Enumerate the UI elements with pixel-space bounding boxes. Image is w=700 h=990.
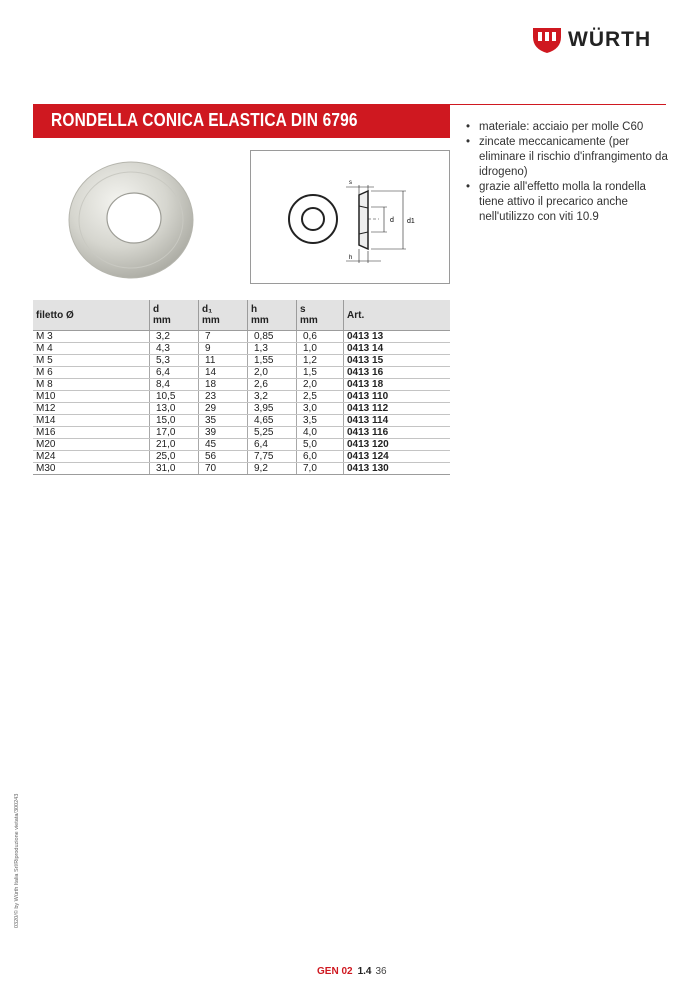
- cell-h: 4,65: [248, 415, 297, 427]
- cell-s: 7,0: [297, 463, 344, 475]
- cell-h: 2,6: [248, 379, 297, 391]
- cell-art: 0413 14: [344, 343, 451, 355]
- cell-s: 2,5: [297, 391, 344, 403]
- table-row: [33, 391, 450, 403]
- cell-s: 3,5: [297, 415, 344, 427]
- cell-thread: M10: [33, 391, 150, 403]
- cell-s: 1,5: [297, 367, 344, 379]
- cell-d: 21,0: [150, 439, 199, 451]
- cell-s: 1,2: [297, 355, 344, 367]
- table-row: [33, 343, 450, 355]
- cell-d: 13,0: [150, 403, 199, 415]
- footer-section: 1.4: [357, 966, 372, 977]
- wurth-logo-icon: [532, 26, 562, 54]
- cell-d1: 11: [199, 355, 248, 367]
- dim-s-label: s: [349, 180, 352, 186]
- cell-d: 6,4: [150, 367, 199, 379]
- cell-s: 4,0: [297, 427, 344, 439]
- title-band: [33, 104, 450, 138]
- cell-d1: 45: [199, 439, 248, 451]
- table-row: [33, 415, 450, 427]
- wurth-logo: [532, 26, 651, 54]
- col-header-thread: filetto Ø: [33, 300, 150, 331]
- copyright-note: 0320/© by Würth Italia Srl/Riproduzione vietata/300243: [14, 793, 20, 928]
- cell-d: 4,3: [150, 343, 199, 355]
- spec-table: [33, 300, 450, 475]
- cell-art: 0413 16: [344, 367, 451, 379]
- cell-s: 3,0: [297, 403, 344, 415]
- table-row: [33, 427, 450, 439]
- cell-s: 2,0: [297, 379, 344, 391]
- cell-thread: M30: [33, 463, 150, 475]
- cell-art: 0413 112: [344, 403, 451, 415]
- cell-h: 3,2: [248, 391, 297, 403]
- table-row: [33, 379, 450, 391]
- cell-h: 3,95: [248, 403, 297, 415]
- cell-art: 0413 124: [344, 451, 451, 463]
- cell-d: 31,0: [150, 463, 199, 475]
- col-header-s: s mm: [297, 300, 344, 331]
- cell-d: 25,0: [150, 451, 199, 463]
- cell-art: 0413 15: [344, 355, 451, 367]
- cell-art: 0413 120: [344, 439, 451, 451]
- cell-art: 0413 110: [344, 391, 451, 403]
- cell-thread: M 8: [33, 379, 150, 391]
- dim-d-label: d: [390, 217, 394, 224]
- product-title: RONDELLA CONICA ELASTICA DIN 6796: [51, 110, 358, 130]
- cell-h: 9,2: [248, 463, 297, 475]
- cell-h: 6,4: [248, 439, 297, 451]
- col-header-d: d mm: [150, 300, 199, 331]
- feature-list: [466, 120, 671, 225]
- cell-d1: 7: [199, 331, 248, 343]
- cell-thread: M16: [33, 427, 150, 439]
- cell-d1: 56: [199, 451, 248, 463]
- feature-item: • grazie all'effetto molla la rondella tiene attivo il precarico anche nell'utilizzo con viti 10.9: [466, 180, 671, 225]
- cell-thread: M 3: [33, 331, 150, 343]
- cell-d1: 39: [199, 427, 248, 439]
- cell-s: 0,6: [297, 331, 344, 343]
- table-header-row: [33, 300, 450, 331]
- cell-art: 0413 13: [344, 331, 451, 343]
- cell-thread: M 6: [33, 367, 150, 379]
- cell-d: 5,3: [150, 355, 199, 367]
- cell-d1: 23: [199, 391, 248, 403]
- page-footer: [317, 966, 387, 977]
- drawing-svg: [251, 151, 449, 283]
- feature-item: • materiale: acciaio per molle C60: [466, 120, 671, 135]
- table-row: [33, 463, 450, 475]
- cell-h: 1,55: [248, 355, 297, 367]
- table-row: [33, 367, 450, 379]
- cell-d1: 70: [199, 463, 248, 475]
- cell-art: 0413 130: [344, 463, 451, 475]
- dim-h-label: h: [349, 255, 353, 261]
- cell-d: 15,0: [150, 415, 199, 427]
- col-header-d1: d₁ mm: [199, 300, 248, 331]
- cell-d: 3,2: [150, 331, 199, 343]
- cell-art: 0413 114: [344, 415, 451, 427]
- cell-art: 0413 18: [344, 379, 451, 391]
- cell-d: 10,5: [150, 391, 199, 403]
- cell-h: 2,0: [248, 367, 297, 379]
- table-row: [33, 331, 450, 343]
- col-header-art: Art.: [344, 300, 451, 331]
- cell-d: 17,0: [150, 427, 199, 439]
- cell-d1: 35: [199, 415, 248, 427]
- cell-h: 7,75: [248, 451, 297, 463]
- cell-d1: 29: [199, 403, 248, 415]
- cell-d1: 18: [199, 379, 248, 391]
- feature-item: • zincate meccanicamente (per eliminare il rischio d'infrangimento da idrogeno): [466, 135, 671, 180]
- cell-thread: M 5: [33, 355, 150, 367]
- cell-h: 5,25: [248, 427, 297, 439]
- dim-d1-label: d1: [407, 218, 415, 225]
- cell-d1: 9: [199, 343, 248, 355]
- title-rule: [450, 104, 666, 105]
- cell-s: 6,0: [297, 451, 344, 463]
- col-header-h: h mm: [248, 300, 297, 331]
- cell-s: 1,0: [297, 343, 344, 355]
- brand-name: WÜRTH: [568, 28, 652, 51]
- cell-thread: M14: [33, 415, 150, 427]
- cell-d1: 14: [199, 367, 248, 379]
- cell-thread: M12: [33, 403, 150, 415]
- table-row: [33, 439, 450, 451]
- washer-photo: [40, 150, 240, 282]
- table-row: [33, 451, 450, 463]
- cell-d: 8,4: [150, 379, 199, 391]
- footer-catalog: GEN 02: [317, 966, 353, 977]
- cell-h: 1,3: [248, 343, 297, 355]
- cell-thread: M 4: [33, 343, 150, 355]
- technical-drawing: [250, 150, 450, 284]
- table-row: [33, 403, 450, 415]
- cell-thread: M20: [33, 439, 150, 451]
- table-row: [33, 355, 450, 367]
- cell-s: 5,0: [297, 439, 344, 451]
- table-body: [33, 331, 450, 475]
- cell-thread: M24: [33, 451, 150, 463]
- cell-art: 0413 116: [344, 427, 451, 439]
- cell-h: 0,85: [248, 331, 297, 343]
- page-number: 36: [375, 966, 387, 977]
